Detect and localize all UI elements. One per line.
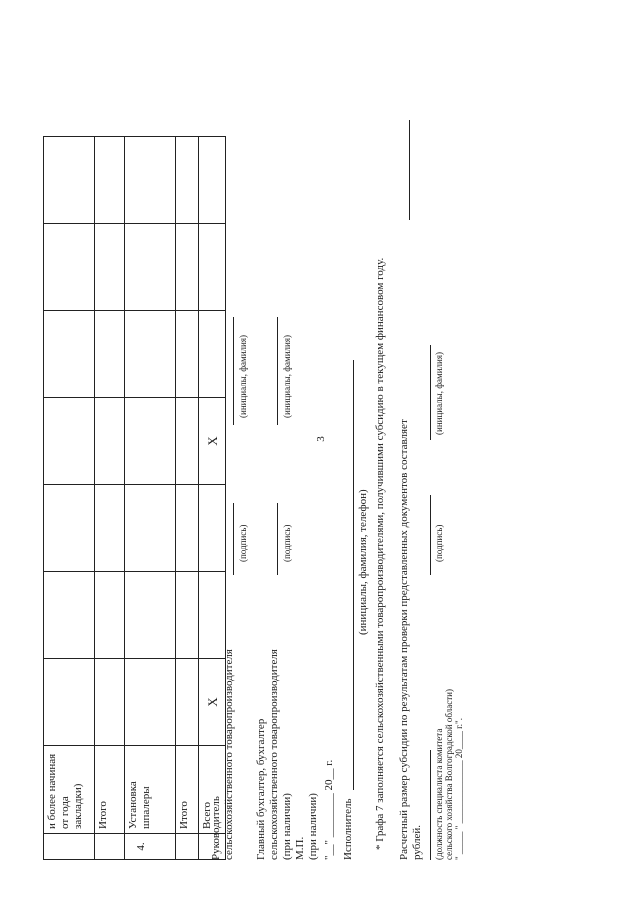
- head-initials-line: [233, 317, 234, 425]
- calc-text: Расчетный размер субсидии по результатам проверки представленных документов составляет: [398, 419, 410, 860]
- name-cell: и более начиная от года закладки): [44, 746, 95, 834]
- calc-rubles: рублей.: [411, 824, 423, 860]
- head-initials-caption: (инициалы, фамилия): [238, 335, 248, 418]
- rotated-page-content: [5, 0, 464, 880]
- num-cell: [95, 834, 125, 860]
- accountant-signature-caption: (подпись): [282, 524, 292, 562]
- accountant-title: Главный бухгалтер, бухгалтер: [255, 718, 267, 860]
- accountant-signature-line: [277, 503, 278, 575]
- accountant-initials-line: [277, 317, 278, 425]
- specialist-signature-caption: (подпись): [434, 524, 444, 562]
- specialist-initials-line: [430, 345, 431, 440]
- page-number: 3: [314, 436, 327, 442]
- name-cell: Итого: [95, 746, 125, 834]
- num-cell: [176, 834, 199, 860]
- calc-amount-line: [409, 120, 410, 220]
- table-row: [125, 137, 176, 860]
- date-line: "__" ________ 20__ г.: [323, 759, 335, 860]
- specialist-signature-line: [430, 495, 431, 575]
- specialist-caption-1: (должность специалиста комитета: [434, 728, 444, 860]
- head-signature-line: [233, 503, 234, 575]
- name-cell: Итого: [176, 746, 199, 834]
- head-signature-caption: (подпись): [238, 524, 248, 562]
- table-row: [44, 137, 95, 860]
- specialist-caption-2: сельского хозяйства Волгоградской области): [444, 689, 454, 860]
- x-mark: X: [199, 659, 226, 746]
- executor-line: [353, 360, 354, 790]
- executor-label: Исполнитель: [342, 798, 354, 860]
- specialist-line: [430, 750, 431, 860]
- num-cell: [44, 834, 95, 860]
- specialist-date: " _____ " ______________ 20____ г.".: [454, 718, 464, 860]
- table-row: [176, 137, 199, 860]
- name-cell: Всего: [199, 746, 226, 834]
- seal: М.П.: [294, 836, 306, 860]
- specialist-initials-caption: (инициалы, фамилия): [434, 352, 444, 435]
- x-mark: X: [199, 398, 226, 485]
- executor-caption: (инициалы, фамилия, телефон): [357, 489, 369, 635]
- footnote: * Графа 7 заполняется сельскохозяйственными товаропроизводителями, получившими субсидию в текущем финансовом году.: [374, 257, 386, 850]
- accountant-initials-caption: (инициалы, фамилия): [282, 335, 292, 418]
- accountant-title-3: (при наличии): [281, 793, 293, 860]
- table-row: [95, 137, 125, 860]
- num-cell: 4.: [125, 834, 176, 860]
- accountant-title-2: сельскохозяйственного товаропроизводителя: [268, 649, 280, 860]
- name-cell: Установка шпалеры: [125, 746, 176, 834]
- head-title-2: сельскохозяйственного товаропроизводителя: [223, 649, 235, 860]
- seal-note: (при наличии): [307, 793, 319, 860]
- head-title: Руководитель: [210, 796, 222, 860]
- table-row: [199, 137, 226, 860]
- subsidy-table: [43, 136, 226, 860]
